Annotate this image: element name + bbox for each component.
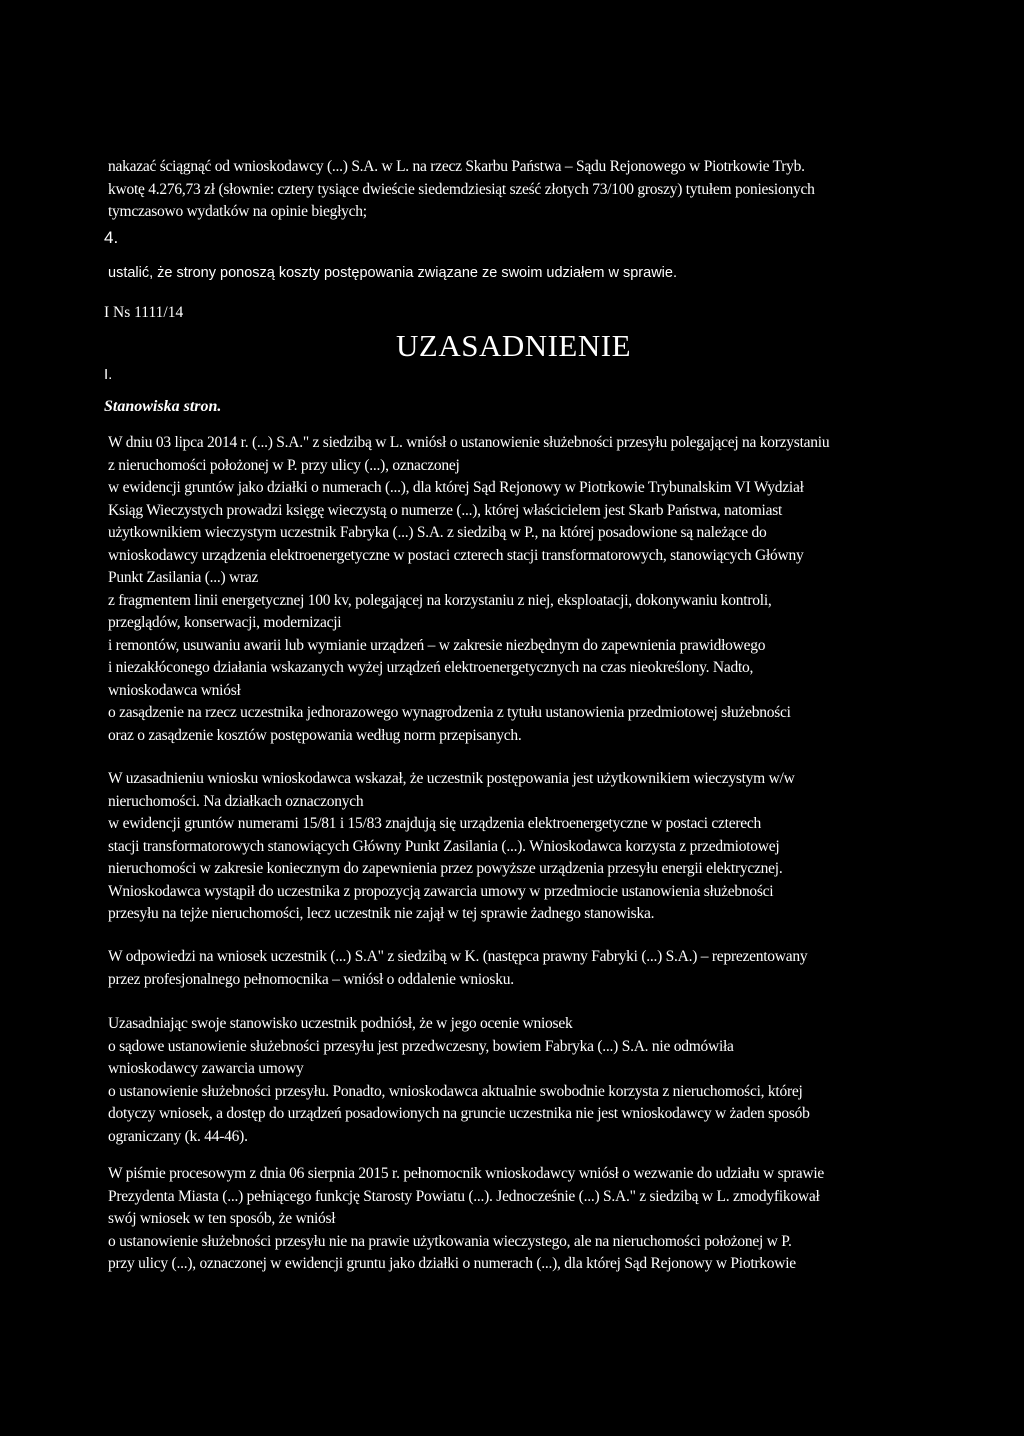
text-line: Wnioskodawca wystąpił do uczestnika z propozycją zawarcia umowy w przedmiocie ustanowienia służebności [108, 882, 774, 900]
text-line: oraz o zasądzenie kosztów postępowania według norm przepisanych. [108, 726, 522, 744]
item-4-number: 4. [104, 228, 119, 247]
text-line: o ustanowienie służebności przesyłu nie na prawie użytkowania wieczystego, ale na nieruchomości położonej w P. [108, 1232, 792, 1250]
text-line: w ewidencji gruntów jako działki o numerach (...), dla której Sąd Rejonowy w Piotrkowie Trybunalskim VI Wydział [108, 479, 804, 496]
text-line: ograniczany (k. 44-46). [108, 1127, 248, 1145]
paragraph-3 [108, 946, 926, 991]
text-line: użytkownikiem wieczystym uczestnik Fabryka (...) S.A. z siedzibą w P., na której posadowione są należące do [108, 524, 767, 541]
text-line: W uzasadnieniu wniosku wnioskodawca wskazał, że uczestnik postępowania jest użytkownikiem wieczystym w/w [108, 770, 795, 787]
paragraph-2 [108, 768, 926, 926]
item-4-text: ustalić, że strony ponoszą koszty postępowania związane ze swoim udziałem w sprawie. [108, 265, 677, 281]
text-line: kwotę 4.276,73 zł (słownie: cztery tysiące dwieście siedemdziesiąt sześć złotych 73/100 groszy) tytułem poniesionych [108, 180, 815, 198]
text-line: wnioskodawcy zawarcia umowy [108, 1060, 304, 1077]
text-line: z fragmentem linii energetycznej 100 kv, polegającej na korzystaniu z niej, eksploatacji, dokonywaniu kontroli, [108, 591, 772, 609]
item-3-paragraph [108, 156, 926, 224]
section-title: Stanowiska stron. [104, 398, 222, 415]
text-line: Uzasadniając swoje stanowisko uczestnik podniósł, że w jego ocenie wniosek [108, 1015, 573, 1032]
text-line: stacji transformatorowych stanowiących Główny Punkt Zasilania (...). Wnioskodawca korzysta z przedmiotowej [108, 837, 780, 855]
text-line: W dniu 03 lipca 2014 r. (...) S.A." z siedzibą w L. wniósł o ustanowienie służebności przesyłu polegającej na korzystaniu [108, 434, 830, 451]
text-line: przy ulicy (...), oznaczonej w ewidencji gruntu jako działki o numerach (...), dla której Sąd Rejonowy w Piotrkowie [108, 1255, 796, 1272]
text-line: w ewidencji gruntów numerami 15/81 i 15/83 znajdują się urządzenia elektroenergetyczne w postaci czterech [108, 815, 762, 832]
text-line: Ksiąg Wieczystych prowadzi księgę wieczystą o numerze (...), której właścicielem jest Skarb Państwa, natomiast [108, 501, 783, 519]
paragraph-1 [108, 432, 926, 747]
text-line: i niezakłóconego działania wskazanych wyżej urządzeń elektroenergetycznych na czas nieokreślony. Nadto, [108, 659, 754, 676]
paragraph-5 [108, 1163, 926, 1276]
text-line: przez profesjonalnego pełnomocnika – wniósł o oddalenie wniosku. [108, 970, 514, 988]
text-line: tymczasowo wydatków na opinie biegłych; [108, 203, 367, 220]
text-line: wnioskodawcy urządzenia elektroenergetyczne w postaci czterech stacji transformatorowych, stanowiących Główny [108, 546, 804, 564]
text-line: nieruchomości w zakresie koniecznym do zapewnienia przez powyższe urządzenia przesyłu energii elektrycznej. [108, 860, 783, 877]
document-title: UZASADNIENIE [396, 328, 632, 363]
text-line: dotyczy wniosek, a dostęp do urządzeń posadowionych na gruncie uczestnika nie jest wnioskodawcy w żaden sposób [108, 1105, 810, 1122]
text-line: W odpowiedzi na wniosek uczestnik (...) S.A" z siedzibą w K. (następca prawny Fabryki (...) S.A.) – reprezentowany [108, 948, 808, 965]
text-line: o sądowe ustanowienie służebności przesyłu jest przedwczesny, bowiem Fabryka (...) S.A. nie odmówiła [108, 1037, 734, 1055]
text-line: z nieruchomości położonej w P. przy ulicy (...), oznaczonej [108, 456, 460, 474]
text-line: W piśmie procesowym z dnia 06 sierpnia 2015 r. pełnomocnik wnioskodawcy wniósł o wezwanie do udziału w sprawie [108, 1165, 825, 1182]
text-line: swój wniosek w ten sposób, że wniósł [108, 1210, 336, 1227]
text-line: nieruchomości. Na działkach oznaczonych [108, 792, 364, 810]
paragraph-4 [108, 1013, 926, 1148]
case-signature: I Ns 1111/14 [104, 304, 184, 321]
section-number: I. [104, 366, 113, 383]
text-line: i remontów, usuwaniu awarii lub wymianie urządzeń – w zakresie niezbędnym do zapewnienia prawidłowego [108, 636, 766, 654]
text-line: o zasądzenie na rzecz uczestnika jednorazowego wynagrodzenia z tytułu ustanowienia przedmiotowej służebności [108, 704, 791, 721]
text-line: Prezydenta Miasta (...) pełniącego funkcję Starosty Powiatu (...). Jednocześnie (...) S.A." z siedzibą w L. zmodyfikował [108, 1187, 820, 1205]
text-line: przesyłu na tejże nieruchomości, lecz uczestnik nie zajął w tej sprawie żadnego stanowiska. [108, 905, 655, 922]
text-line: przeglądów, konserwacji, modernizacji [108, 614, 342, 631]
text-line: wnioskodawca wniósł [108, 681, 241, 699]
text-line: Punkt Zasilania (...) wraz [108, 569, 259, 586]
text-line: nakazać ściągnąć od wnioskodawcy (...) S.A. w L. na rzecz Skarbu Państwa – Sądu Rejonowego w Piotrkowie Tryb. [108, 158, 805, 175]
text-line: o ustanowienie służebności przesyłu. Ponadto, wnioskodawca aktualnie swobodnie korzysta z nieruchomości, której [108, 1082, 803, 1100]
